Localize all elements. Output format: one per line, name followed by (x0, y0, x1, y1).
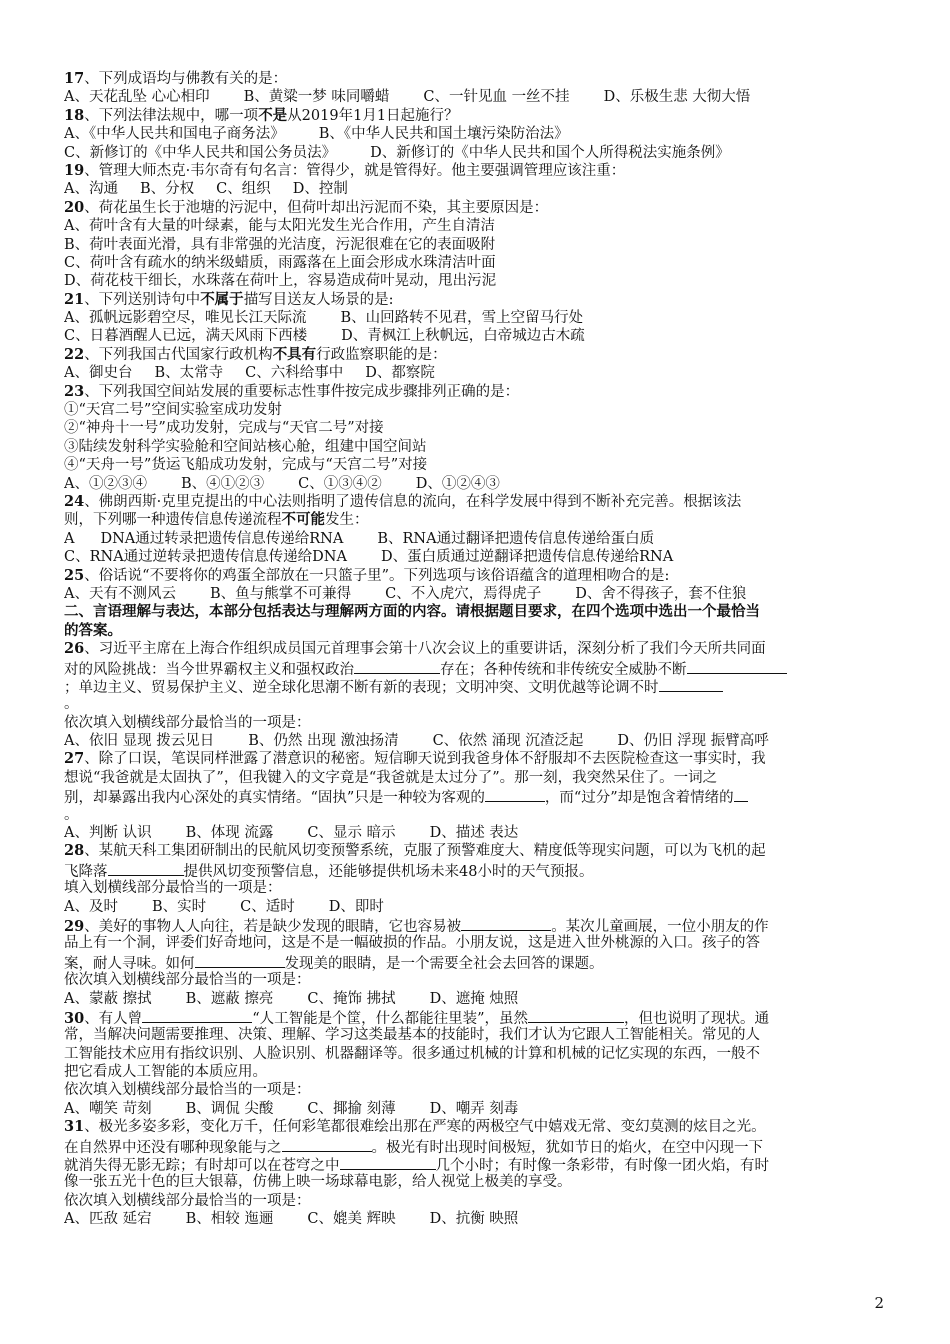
option-b: B、调侃 尖酸 (185, 1100, 274, 1117)
question-number: 17 (64, 70, 85, 87)
question-18-options-cd (64, 144, 886, 162)
question-20-stem (64, 199, 886, 217)
option-c: C、RNA通过逆转录把遗传信息传递给DNA (64, 549, 347, 566)
question-emphasis: 不可能 (281, 511, 325, 529)
option-d: D、遮掩 烛照 (429, 990, 519, 1007)
option-c: C、掩饰 拂拭 (307, 990, 396, 1007)
question-26-prompt (64, 714, 886, 732)
question-text: 存在；各种传统和非传统安全威胁不断 (440, 661, 687, 677)
option-d: D、控制 (292, 181, 348, 198)
question-29-line-3 (64, 953, 886, 971)
section-heading-cont (64, 622, 886, 640)
question-text: 、荷花虽生长于池塘的污泥中，但荷叶却出污泥而不染，其主要原因是： (84, 199, 549, 216)
question-number: 27 (64, 750, 85, 768)
question-22-options (64, 364, 886, 382)
option-a: A、《中华人民共和国电子商务法》 (64, 126, 285, 143)
option-a: A、依旧 显现 拨云见日 (64, 733, 215, 750)
answer-blank (195, 953, 285, 968)
question-25-options (64, 585, 886, 603)
answer-blank (528, 1008, 624, 1023)
question-text: 提供风切变预警信息，还能够提供机场未来48小时的天气预报。 (183, 863, 594, 880)
answer-blank (485, 787, 545, 802)
question-number: 23 (64, 382, 85, 400)
question-23-stem (64, 383, 886, 401)
option-d: D、舍不得孩子，套不住狼 (575, 585, 747, 602)
option-c: C、不入虎穴，焉得虎子 (385, 585, 542, 602)
page-number: 2 (874, 1294, 884, 1312)
question-text: 、下列我国古代国家行政机构 (84, 346, 273, 363)
question-19-options (64, 180, 886, 198)
option-c: C、揶揄 刻薄 (307, 1100, 396, 1117)
question-text: 把它看成人工智能的本质应用。 (64, 1064, 267, 1081)
option-a-label: A (64, 530, 75, 547)
option-a: A、判断 认识 (64, 825, 152, 842)
question-text: 。极光有时出现时间极短，犹如节日的焰火，在空中闪现一下 (371, 1139, 763, 1156)
question-31-line-2 (64, 1137, 886, 1155)
question-number: 18 (64, 106, 85, 124)
question-text: 则，下列哪一种遗传信息传递流程 (64, 512, 282, 529)
question-text: 、极光多姿多彩，变化万千，任何彩笔都很难绘出那在严寒的两极空气中嬉戏无常、变幻莫测的炫目之光。 (84, 1119, 766, 1136)
option-d: D、仍旧 浮现 振臂高呼 (617, 733, 769, 750)
question-text: 案，耐人寻味。如何 (64, 955, 195, 972)
question-text: 、下列成语均与佛教有关的是： (84, 71, 288, 87)
question-number: 20 (64, 198, 85, 216)
option-b: B、实时 (151, 898, 207, 915)
option-d: D、蛋白质通过逆翻译把遗传信息传递给RNA (380, 549, 674, 566)
option-d: D、嘲弄 刻毒 (429, 1100, 519, 1117)
question-text: 、俗话说“不要将你的鸡蛋全部放在一只篮子里”。下列选项与该俗语蕴含的道理相吻合的是: (84, 567, 670, 584)
question-text: 、佛朗西斯·克里克提出的中心法则指明了遗传信息的流向，在科学发展中得到不断补充完善。根据该法 (84, 493, 742, 510)
question-text: 行政监察职能的是： (316, 346, 447, 363)
answer-blank (461, 916, 551, 931)
list-item: ②“神舟十一号”成功发射，完成与“天官二号”对接 (64, 420, 384, 437)
question-number: 30 (64, 1009, 85, 1027)
option-a: DNA通过转录把遗传信息传递给RNA (100, 530, 344, 547)
option-b: B、RNA通过翻译把遗传信息传递给蛋白质 (377, 530, 655, 547)
question-text: 、管理大师杰克·韦尔奇有句名言：管得少，就是管得好。他主要强调管理应该注重： (84, 162, 626, 179)
question-text: 想说“我爸就是太固执了”，但我键入的文字竟是“我爸就是太过分了”。那一刻，我突然呆住了。一词之 (64, 769, 718, 786)
question-number: 19 (64, 161, 85, 179)
question-31-options (64, 1210, 886, 1228)
question-25-stem (64, 567, 886, 585)
question-text: 像一张五光十色的巨大银幕，仿佛上映一场球幕电影，给人视觉上极美的享受。 (64, 1174, 572, 1191)
question-number: 24 (64, 492, 85, 510)
option-d: D、描述 表达 (429, 825, 519, 842)
question-number: 28 (64, 842, 85, 860)
question-text: 。 (64, 806, 79, 823)
answer-blank (354, 659, 440, 674)
question-24-options-ab (64, 530, 886, 548)
question-30-line-1 (64, 1008, 886, 1026)
question-18-stem (64, 107, 886, 125)
question-text: 从2019年1月1日起施行？ (287, 107, 459, 124)
question-prompt: 依次填入划横线部分最恰当的一项是： (64, 714, 311, 731)
option-c: C、依然 涌现 沉渣泛起 (432, 733, 584, 750)
option-c: C、组织 (216, 181, 271, 198)
option-c: C、适时 (240, 898, 295, 915)
option-a: A、御史台 (64, 365, 133, 382)
option-c: C、新修订的《中华人民共和国公务员法》 (64, 144, 337, 161)
question-number: 26 (64, 640, 85, 658)
question-24-stem-2 (64, 511, 886, 529)
option-a: A、蒙蔽 擦拭 (64, 990, 152, 1007)
question-20-option-c (64, 254, 886, 272)
option-b: B、鱼与熊掌不可兼得 (209, 585, 352, 602)
question-text: 、下列我国空间站发展的重要标志性事件按完成步骤排列正确的是： (84, 383, 520, 400)
question-27-options (64, 824, 886, 842)
option-d: D、都察院 (365, 365, 435, 382)
question-prompt: 填入划横线部分最恰当的一项是： (64, 880, 282, 897)
question-text: ；单边主义、贸易保护主义、逆全球化思潮不断有新的表现；文明冲突、文明优越等论调不时 (64, 679, 659, 696)
question-23-options (64, 475, 886, 493)
question-text: 在自然界中还没有哪种现象能与之 (64, 1139, 282, 1156)
question-28-line-2 (64, 861, 886, 879)
question-text: 对的风险挑战：当今世界霸权主义和强权政治 (64, 661, 354, 677)
option-b: B、仍然 出现 激浊扬清 (248, 733, 399, 750)
option-a: A、孤帆远影碧空尽，唯见长江天际流 (64, 310, 307, 327)
question-21-options-cd (64, 327, 886, 345)
option-a: A、①②③④ (64, 475, 147, 492)
option-c: C、显示 暗示 (307, 825, 396, 842)
question-text: 描写目送友人场景的是: (243, 291, 394, 308)
question-29-line-1 (64, 916, 886, 934)
question-text: 。某次儿童画展，一位小朋友的作 (551, 918, 769, 935)
option-d: D、抗衡 映照 (429, 1211, 519, 1228)
option-d: D、青枫江上秋帆远，白帝城边古木疏 (341, 328, 585, 345)
answer-blank (659, 677, 723, 692)
question-23-item-3 (64, 438, 886, 456)
option-c: C、荷叶含有疏水的纳米级蜡质，雨露落在上面会形成水珠清洁叶面 (64, 254, 496, 271)
question-31-line-1 (64, 1118, 886, 1136)
question-29-prompt (64, 971, 886, 989)
question-22-stem (64, 346, 886, 364)
exam-page (64, 70, 886, 1229)
question-20-option-a (64, 217, 886, 235)
option-d: D、新修订的《中华人民共和国个人所得税法实施条例》 (370, 144, 730, 161)
question-26-line-3 (64, 677, 886, 695)
option-c: C、一针见血 一丝不挂 (423, 89, 570, 106)
question-text: 。 (64, 696, 79, 713)
question-28-options (64, 898, 886, 916)
option-a: A、匹敌 延宕 (64, 1211, 152, 1228)
option-b: B、体现 流露 (185, 825, 274, 842)
question-text: 、习近平主席在上海合作组织成员国元首理事会第十八次会议上的重要讲话，深刻分析了我们今天所共同面 (84, 641, 766, 658)
question-30-prompt (64, 1081, 886, 1099)
question-18-options-ab (64, 125, 886, 143)
question-text: 、下列法律法规中，哪一项 (84, 107, 259, 124)
section-heading (64, 603, 886, 621)
question-text: 别，却暴露出我内心深处的真实情绪。“固执”只是一种较为客观的 (64, 790, 485, 806)
question-20-option-d (64, 272, 886, 290)
question-number: 21 (64, 290, 85, 308)
question-23-item-1 (64, 401, 886, 419)
option-b: B、黄粱一梦 味同嚼蜡 (243, 89, 390, 106)
question-emphasis: 不属于 (200, 290, 244, 308)
question-text: 发现美的眼睛，是一个需要全社会去回答的课题。 (284, 955, 604, 972)
question-26-line-1 (64, 640, 886, 658)
question-text: 常，当解决问题需要推理、决策、理解、学习这类最基本的技能时，我们才认为它跟人工智能相关。常见的人 (64, 1027, 760, 1044)
list-item: ③陆续发射科学实验舱和空间站核心舱，组建中国空间站 (64, 438, 427, 455)
question-number: 31 (64, 1118, 85, 1136)
question-26-line-2 (64, 659, 886, 677)
option-b: B、太常寺 (154, 365, 224, 382)
question-27-line-2 (64, 769, 886, 787)
answer-blank (340, 1155, 436, 1170)
option-b: B、相较 迤逦 (185, 1211, 274, 1228)
section-heading-text: 的答案。 (64, 621, 122, 639)
section-heading-text: 二、言语理解与表达，本部分包括表达与理解两方面的内容。请根据题目要求，在四个选项中选出一个最恰当 (64, 603, 760, 621)
question-28-prompt (64, 879, 886, 897)
question-text: “人工智能是个筐，什么都能往里装”，虽然 (252, 1010, 529, 1027)
list-item: ④“天舟一号”货运飞船成功发射，完成与“天宫二号”对接 (64, 457, 428, 474)
question-30-line-3 (64, 1045, 886, 1063)
question-26-line-4 (64, 695, 886, 713)
option-d: D、即时 (328, 898, 384, 915)
option-d: D、乐极生悲 大彻大悟 (603, 89, 751, 106)
question-text: 就消失得无影无踪；有时却可以在苍穹之中 (64, 1158, 340, 1174)
option-b: B、分权 (139, 181, 195, 198)
question-text: 、有人曾 (84, 1010, 143, 1027)
option-c: C、六科给事中 (245, 365, 344, 382)
question-prompt: 依次填入划横线部分最恰当的一项是： (64, 1082, 311, 1099)
question-27-line-1 (64, 750, 886, 768)
question-30-line-4 (64, 1063, 886, 1081)
question-30-line-2 (64, 1026, 886, 1044)
question-23-item-2 (64, 419, 886, 437)
option-a: A、荷叶含有大量的叶绿素，能与太阳光发生光合作用，产生自清洁 (64, 218, 495, 235)
question-28-line-1 (64, 842, 886, 860)
option-a: A、及时 (64, 898, 118, 915)
question-31-line-3 (64, 1155, 886, 1173)
question-17-options (64, 88, 886, 106)
question-text: 工智能技术应用有指纹识别、人脸识别、机器翻译等。很多通过机械的计算和机械的记忆实现的东西，一般不 (64, 1045, 760, 1062)
question-27-line-4 (64, 806, 886, 824)
question-24-options-cd (64, 548, 886, 566)
question-text: 发生： (325, 512, 369, 529)
question-emphasis: 不具有 (272, 345, 317, 363)
question-24-stem-1 (64, 493, 886, 511)
question-text: ，而“过分”却是饱含着情绪的 (544, 790, 734, 806)
option-c: C、日暮酒醒人已远，满天风雨下西楼 (64, 328, 308, 345)
answer-blank (687, 659, 787, 674)
question-prompt: 依次填入划横线部分最恰当的一项是： (64, 1192, 311, 1209)
question-26-options (64, 732, 886, 750)
question-23-item-4 (64, 456, 886, 474)
answer-blank (734, 787, 748, 802)
question-text: 品上有一个洞，评委们好奇地问，这是不是一幅破损的作品。小朋友说，这是进入世外桃源的入口。孩子的答 (64, 935, 760, 952)
option-a: A、嘲笑 苛刻 (64, 1100, 152, 1117)
question-31-prompt (64, 1192, 886, 1210)
answer-blank (108, 861, 184, 876)
question-text: ，但也说明了现状。通 (624, 1010, 770, 1027)
question-19-stem (64, 162, 886, 180)
question-21-stem (64, 291, 886, 309)
option-a: A、沟通 (64, 181, 118, 198)
option-a: A、天有不测风云 (64, 585, 176, 602)
option-b: B、山回路转不见君，雪上空留马行处 (340, 310, 584, 327)
question-20-option-b (64, 236, 886, 254)
question-27-line-3 (64, 787, 886, 805)
question-17-stem (64, 70, 886, 88)
question-30-options (64, 1100, 886, 1118)
question-prompt: 依次填入划横线部分最恰当的一项是： (64, 972, 311, 989)
question-text: 、某航天科工集团研制出的民航风切变预警系统，克服了预警难度大、精度低等现实问题，可以为飞机的起 (84, 843, 766, 860)
option-b: B、《中华人民共和国土壤污染防治法》 (318, 126, 569, 143)
question-31-line-4 (64, 1173, 886, 1191)
question-21-options-ab (64, 309, 886, 327)
question-text: 飞降落 (64, 863, 108, 880)
question-number: 25 (64, 566, 85, 584)
question-text: 、下列送别诗句中 (84, 291, 201, 308)
option-b: B、荷叶表面光滑，具有非常强的光洁度，污泥很难在它的表面吸附 (64, 236, 496, 253)
question-emphasis: 不是 (258, 106, 288, 124)
option-b: B、遮蔽 擦亮 (185, 990, 274, 1007)
question-number: 22 (64, 345, 85, 363)
option-a: A、天花乱坠 心心相印 (64, 89, 210, 106)
list-item: ①“天宫二号”空间实验室成功发射 (64, 402, 282, 419)
question-29-line-2 (64, 934, 886, 952)
question-text: 、除了口误，笔误同样泄露了潜意识的秘密。短信聊天说到我爸身体不舒服却不去医院检查这一事实时，我 (84, 751, 766, 768)
answer-blank (142, 1008, 252, 1023)
option-c: C、①③④② (298, 475, 382, 492)
question-text: 几个小时；有时像一条彩带，有时像一团火焰，有时 (435, 1158, 769, 1174)
answer-blank (282, 1137, 372, 1152)
question-29-options (64, 990, 886, 1008)
question-number: 29 (64, 917, 85, 935)
option-d: D、①②④③ (415, 475, 500, 492)
option-d: D、荷花枝干细长，水珠落在荷叶上，容易造成荷叶晃动，甩出污泥 (64, 273, 497, 290)
option-b: B、④①②③ (180, 475, 265, 492)
question-text: 、美好的事物人人向往，若是缺少发现的眼睛，它也容易被 (84, 918, 462, 935)
option-c: C、媲美 辉映 (307, 1211, 396, 1228)
